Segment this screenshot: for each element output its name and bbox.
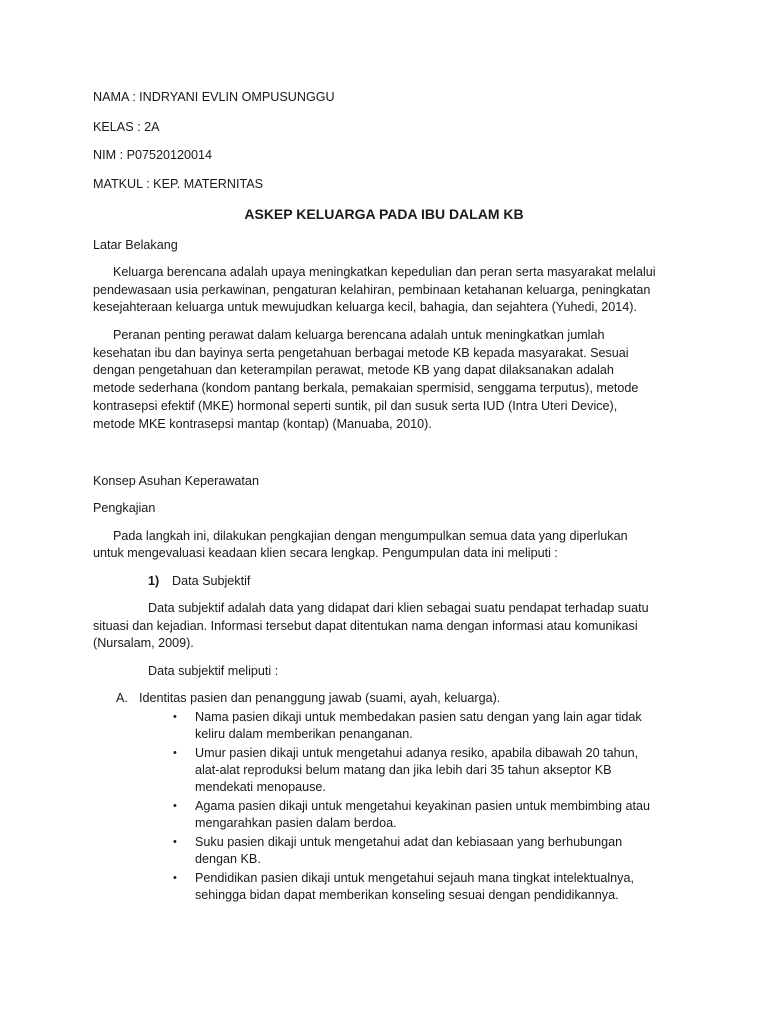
- paragraph-line: Data subjektif adalah data yang didapat dari klien sebagai suatu pendapat terhadap suatu: [148, 601, 649, 615]
- bullet-icon: •: [173, 747, 177, 759]
- paragraph-line: Peranan penting perawat dalam keluarga berencana adalah untuk meningkatkan jumlah: [113, 328, 605, 342]
- bullet-line: dengan KB.: [195, 852, 261, 866]
- bullet-line: keliru dalam memberikan penanganan.: [195, 727, 413, 741]
- paragraph-line: (Nursalam, 2009).: [93, 636, 194, 650]
- subheading-pengkajian: Pengkajian: [93, 501, 156, 515]
- bullet-line: alat-alat reproduksi belum matang dan jika lebih dari 35 tahun akseptor KB: [195, 763, 612, 777]
- paragraph-line: metode sederhana (kondom pantang berkala, pemakaian spermisid, senggama terputus), metode: [93, 381, 639, 395]
- bullet-line: Pendidikan pasien dikaji untuk mengetahui sejauh mana tingkat intelektualnya,: [195, 871, 634, 885]
- bullet-icon: •: [173, 711, 177, 723]
- paragraph-line: Pada langkah ini, dilakukan pengkajian dengan mengumpulkan semua data yang diperlukan: [113, 529, 628, 543]
- student-class: KELAS : 2A: [93, 120, 160, 134]
- paragraph-line: pendewasaan usia perkawinan, pengaturan kelahiran, pembinaan ketahanan keluarga, peningkatan: [93, 283, 651, 297]
- student-nim: NIM : P07520120014: [93, 148, 213, 162]
- paragraph-line: untuk mengevaluasi keadaan klien secara lengkap. Pengumpulan data ini meliputi :: [93, 546, 558, 560]
- section-heading-konsep: Konsep Asuhan Keperawatan: [93, 474, 259, 488]
- paragraph-line: kesehatan ibu dan bayinya serta pengetahuan berbagai metode KB kepada masyarakat. Sesuai: [93, 346, 629, 360]
- paragraph-line: Data subjektif meliputi :: [148, 664, 279, 678]
- list-number: 1): [148, 574, 160, 588]
- paragraph-line: dengan pengetahuan dan keterampilan perawat, metode KB yang dapat dilaksanakan adalah: [93, 363, 614, 377]
- list-item-title: Data Subjektif: [172, 574, 251, 588]
- paragraph-line: situasi dan kejadian. Informasi tersebut dapat ditentukan nama dengan informasi atau komunikasi: [93, 619, 638, 633]
- bullet-line: Suku pasien dikaji untuk mengetahui adat dan kebiasaan yang berhubungan: [195, 835, 623, 849]
- bullet-line: sehingga bidan dapat memberikan konseling sesuai dengan pendidikannya.: [195, 888, 619, 902]
- student-name: NAMA : INDRYANI EVLIN OMPUSUNGGU: [93, 90, 335, 104]
- paragraph-line: Keluarga berencana adalah upaya meningkatkan kepedulian dan peran serta masyarakat melalui: [113, 265, 656, 279]
- bullet-line: Nama pasien dikaji untuk membedakan pasien satu dengan yang lain agar tidak: [195, 710, 642, 724]
- section-heading-latar: Latar Belakang: [93, 238, 178, 252]
- paragraph-line: kontrasepsi efektif (MKE) hormonal seperti suntik, pil dan susuk serta IUD (Intra Uteri Device),: [93, 399, 618, 413]
- bullet-line: mendekati menopause.: [195, 780, 326, 794]
- paragraph-line: kesejahteraan keluarga untuk mewujudkan keluarga kecil, bahagia, dan sejahtera (Yuhedi, 2014).: [93, 300, 637, 314]
- page-title: ASKEP KELUARGA PADA IBU DALAM KB: [244, 206, 524, 222]
- list-item-text: Identitas pasien dan penanggung jawab (suami, ayah, keluarga).: [139, 691, 501, 705]
- bullet-line: mengarahkan pasien dalam berdoa.: [195, 816, 397, 830]
- bullet-line: Umur pasien dikaji untuk mengetahui adanya resiko, apabila dibawah 20 tahun,: [195, 746, 639, 760]
- bullet-icon: •: [173, 800, 177, 812]
- paragraph-line: metode MKE kontrasepsi mantap (kontap) (Manuaba, 2010).: [93, 417, 432, 431]
- list-letter: A.: [116, 691, 128, 705]
- course-name: MATKUL : KEP. MATERNITAS: [93, 177, 264, 191]
- bullet-icon: •: [173, 872, 177, 884]
- bullet-line: Agama pasien dikaji untuk mengetahui keyakinan pasien untuk membimbing atau: [195, 799, 651, 813]
- bullet-icon: •: [173, 836, 177, 848]
